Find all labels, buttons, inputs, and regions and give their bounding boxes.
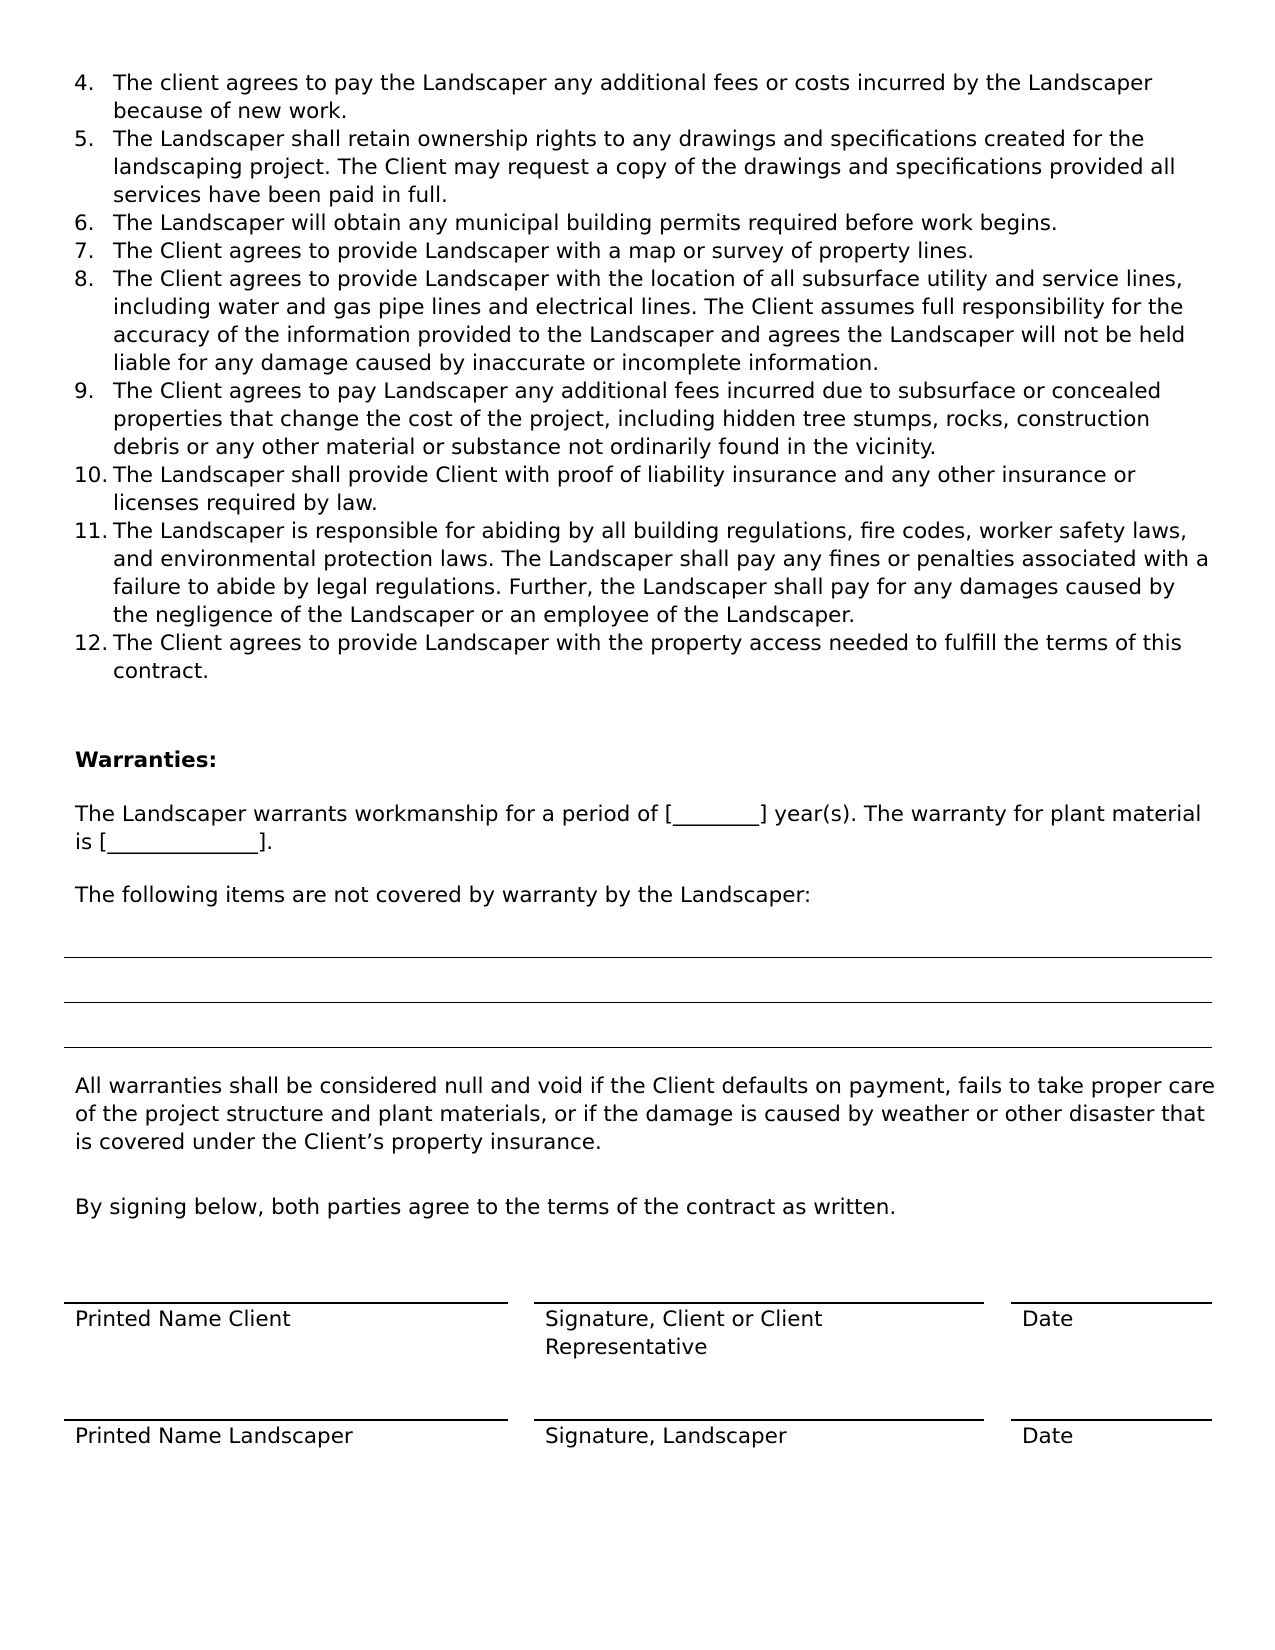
- client-signature-line[interactable]: [534, 1302, 984, 1304]
- term-item: [72, 266, 1212, 378]
- warranty-void-text: All warranties shall be considered null and void if the Client defaults on payment, fails to take proper care of the project structure and plant materials, or if the damage is caused by weather or other disaster that is covered under the Client’s property insurance.: [75, 1074, 1216, 1155]
- term-text: The Client agrees to provide Landscaper with the location of all subsurface utility and service lines, including water and gas pipe lines and electrical lines. The Client assumes full responsibility for the accuracy of the information provided to the Landscaper and agrees the Landscaper will not be held liable for any damage caused by inaccurate or incomplete information.: [113, 267, 1186, 376]
- term-number: 4.: [74, 71, 95, 96]
- term-text: The Landscaper will obtain any municipal building permits required before work begins.: [113, 211, 1058, 236]
- term-text: The Landscaper shall provide Client with proof of liability insurance and any other insurance or licenses required by law.: [113, 463, 1136, 516]
- term-number: 6.: [74, 211, 95, 236]
- term-item: [72, 210, 1212, 238]
- term-number: 5.: [74, 127, 95, 152]
- term-number: 8.: [74, 267, 95, 292]
- client-name-label: Printed Name Client: [75, 1307, 291, 1332]
- warranties-heading: Warranties:: [75, 748, 218, 773]
- landscaper-signature-label: Signature, Landscaper: [545, 1424, 787, 1449]
- client-date-line[interactable]: [1011, 1302, 1212, 1304]
- term-text: The Client agrees to provide Landscaper with the property access needed to fulfill the terms of this contract.: [113, 631, 1182, 684]
- term-number: 9.: [74, 379, 95, 404]
- landscaper-name-line[interactable]: [64, 1419, 508, 1421]
- client-date-label: Date: [1022, 1307, 1074, 1332]
- not-covered-fill-line[interactable]: [64, 957, 1212, 958]
- term-number: 7.: [74, 239, 95, 264]
- term-item: [72, 462, 1212, 518]
- term-item: [72, 126, 1212, 210]
- agreement-text: By signing below, both parties agree to the terms of the contract as written.: [75, 1195, 897, 1220]
- not-covered-text: The following items are not covered by warranty by the Landscaper:: [75, 883, 812, 908]
- term-item: [72, 518, 1212, 630]
- term-item: [72, 238, 1212, 266]
- landscaper-signature-line[interactable]: [534, 1419, 984, 1421]
- landscaper-date-line[interactable]: [1011, 1419, 1212, 1421]
- term-text: The client agrees to pay the Landscaper any additional fees or costs incurred by the Landscaper because of new work.: [113, 71, 1153, 124]
- term-item: [72, 70, 1212, 126]
- term-text: The Client agrees to pay Landscaper any additional fees incurred due to subsurface or concealed properties that change the cost of the project, including hidden tree stumps, rocks, construction debris or any other material or substance not ordinarily found in the vicinity.: [113, 379, 1162, 460]
- contract-terms-list: [72, 70, 1212, 686]
- term-item: [72, 630, 1212, 686]
- not-covered-fill-line[interactable]: [64, 1002, 1212, 1003]
- not-covered-fill-line[interactable]: [64, 1047, 1212, 1048]
- warranty-period-text: The Landscaper warrants workmanship for a period of [________] year(s). The warranty for plant material is [______________].: [75, 802, 1202, 855]
- term-text: The Landscaper is responsible for abiding by all building regulations, fire codes, worker safety laws, and environmental protection laws. The Landscaper shall pay any fines or penalties associated with a failure to abide by legal regulations. Further, the Landscaper shall pay for any damages caused by the negligence of the Landscaper or an employee of the Landscaper.: [113, 519, 1210, 628]
- term-item: [72, 378, 1212, 462]
- client-name-line[interactable]: [64, 1302, 508, 1304]
- term-number: 10.: [74, 463, 109, 488]
- client-signature-label: Signature, Client or Client Representative: [545, 1307, 823, 1360]
- landscaper-name-label: Printed Name Landscaper: [75, 1424, 353, 1449]
- term-text: The Client agrees to provide Landscaper with a map or survey of property lines.: [113, 239, 975, 264]
- term-number: 11.: [74, 519, 109, 544]
- landscaper-date-label: Date: [1022, 1424, 1074, 1449]
- term-number: 12.: [74, 631, 109, 656]
- term-text: The Landscaper shall retain ownership rights to any drawings and specifications created for the landscaping project. The Client may request a copy of the drawings and specifications provided all services have been paid in full.: [113, 127, 1176, 208]
